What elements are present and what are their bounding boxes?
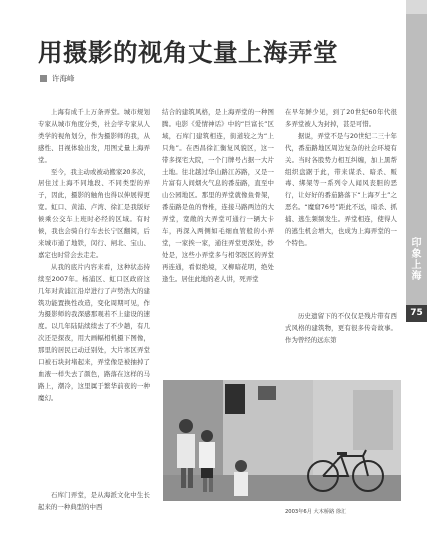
paragraph: 在早年鲜少见，到了20世纪60年代很多弄堂被人为封掉，甚是可惜。 xyxy=(285,108,397,128)
article-title: 用摄影的视角丈量上海弄堂 xyxy=(38,38,338,67)
section-label xyxy=(406,238,427,282)
side-tab-top xyxy=(406,0,427,14)
section-label-vertical: 印 象 上 海 xyxy=(411,238,422,282)
paragraph: 至今，我主动或被动搬家20多次，居住过上海不同地段、不同类型的弄子，因此，摄影的触角也得以伸展得更宽。虹口、黄浦、卢湾、徐汇是我版好候乘公交车上班时必经的区域。有时候，我也会骑自行车去长宁区翻阅，后来城市通了地铁，闵行、闸北、宝山、嘉定也时常会去走走。 xyxy=(38,167,150,259)
paragraph: 从我的底片内容来看，这种状态持续至2007年。杨浦区、虹口区政府这几年对黄浦江沿岸进行了声势浩大的建筑功能置换性改造，变化周期可见，作为摄影师的我深感那观若不上建设的速度。以几年陆陆续续去了不少趟，有几次还是探夜，用大画幅相机摄下图像，那里的居民已动迁别处，大片寒区弄堂口被石块封堵起来，弄堂像是被抽掉了血液一样失去了颜色，路落在这样的马路上，潮冷，这里属于繁华前夜的一种魔幻。 xyxy=(38,262,150,402)
body-column-3-lower xyxy=(285,311,397,347)
paragraph: 据说，弄堂不是与20世纪二三十年代，番茄路地区周边复杂的社会环境有关。当时各股势力相互纠缠，加上黑帮组织盘踞于此，带来谋杀、暗杀、贩毒、绑架等一系列令人闻风丧胆的恶行，让好好的番茄路落下“上海歹土”之恶名。“魔窟76号”距此不远，暗杀、抓捕、逃生频频发生。弄堂相连，使得人的逃生机会增大，也成为上海弄堂的一个特色。 xyxy=(285,131,397,247)
byline-square-icon xyxy=(40,75,47,82)
paragraph: 石库门弄堂，是从海派文化中生长起来的一种典型的中西 xyxy=(38,491,150,511)
paragraph: 历史遗留下的不仅仅是残片带有西式风格的建筑物，更有很多传奇故事。作为曾经的远东第 xyxy=(285,312,397,344)
body-column-3 xyxy=(285,107,397,250)
paragraph: 结合的建筑风格，是上海弄堂的一种图腾。电影《爱情神话》中的“巨富长”区域，石库门建筑相连，街道较之为“上只角”。在西昌徐汇衡复风貌区，这一带多探宅大院，一个门牌号占据一大片土地。往北越过华山路江苏路，又是一片富有人间烟火气息的番茄路，直至中山公园地区。那里的弄堂就像鱼骨架，番茄路是鱼的脊椎，连接马路两边的大弄堂，宽敞的大弄堂可通行一辆大卡车，再深入两侧如毛细血管般的小弄堂，一家挨一家，通往弄堂更深处，纱处是，这些小弄堂多与相邻医区的弄堂再连通，看似绝境，又柳暗花明，绝处逢生。居住此地的老人讲，死弄堂 xyxy=(162,108,274,283)
lane-photo xyxy=(163,380,401,501)
paragraph: 上海有成千上万条弄堂。城市规划专家从城市角度分类，社会学专家从人类学的视角划分，作为摄影师的我，从感性、目视体验出发，用图丈量上海弄堂。 xyxy=(38,108,150,164)
lane-photo-image xyxy=(163,380,401,501)
author-name: 许海峰 xyxy=(52,73,75,83)
photo-caption: 2003年6月 大木桥路 徐汇 xyxy=(285,509,347,515)
body-column-2 xyxy=(162,107,274,286)
body-column-1-end xyxy=(38,490,150,514)
byline xyxy=(40,73,75,83)
body-column-1 xyxy=(38,107,150,405)
page-number: 75 xyxy=(406,305,427,322)
